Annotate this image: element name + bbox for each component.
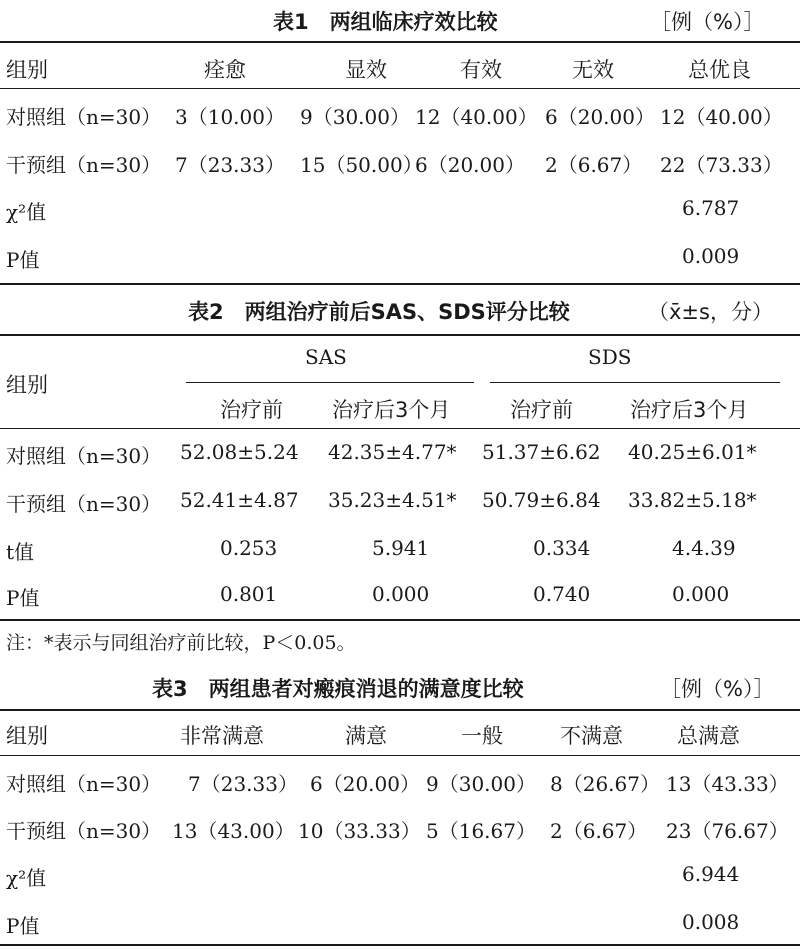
table-2-row-2-c3: 50.79±6.84 [482, 488, 601, 512]
table-1-row-1-c1: 3（10.00） [175, 105, 285, 129]
table-2-sds-rule [490, 382, 780, 383]
table-1-row-1-c2: 9（30.00） [300, 105, 410, 129]
table-3-unit: ［例（%）］ [660, 677, 775, 701]
table-1-row-2-c4: 2（6.67） [545, 153, 643, 177]
table-3-p-value: 0.008 [682, 910, 740, 934]
table-2-unit: （x̄±s，分） [648, 300, 773, 324]
table-1-header-ineffective: 无效 [572, 58, 614, 82]
table-3-row-1-group: 对照组（n=30） [6, 772, 162, 796]
table-3-header-rule [0, 755, 800, 756]
table-1-header-group: 组别 [6, 58, 48, 82]
table-1-bottom-rule [0, 283, 800, 285]
table-1-header-total: 总优良 [688, 58, 751, 82]
table-2-row-1-c2: 42.35±4.77* [328, 440, 457, 464]
table-2-p-value-2: 0.000 [372, 582, 430, 606]
table-2-t-value-2: 5.941 [372, 536, 430, 560]
table-3-title: 表3 两组患者对瘢痕消退的满意度比较 [152, 677, 524, 701]
table-2-row-2-c4: 33.82±5.18* [628, 488, 757, 512]
table-3-header-total: 总满意 [677, 724, 740, 748]
table-1-header-cured: 痊愈 [204, 58, 246, 82]
table-3-row-2-c3: 5（16.67） [426, 819, 536, 843]
table-3-header-unsatisfied: 不满意 [560, 724, 623, 748]
table-1-header-rule [0, 88, 800, 89]
table-2-t-value-3: 0.334 [533, 536, 591, 560]
table-1-row-2-c5: 22（73.33） [660, 153, 783, 177]
table-1-row-2-group: 干预组（n=30） [6, 153, 162, 177]
table-2-row-1-c4: 40.25±6.01* [628, 440, 757, 464]
table-3-row-2-c4: 2（6.67） [550, 819, 648, 843]
table-2-top-rule [0, 334, 800, 336]
table-1-header-effective: 有效 [460, 58, 502, 82]
table-1-p-label: P值 [6, 248, 40, 272]
table-2-row-1-c3: 51.37±6.62 [482, 440, 601, 464]
table-1-chi-label: χ²值 [6, 200, 47, 224]
table-1-row-1-c3: 12（40.00） [415, 105, 538, 129]
table-2-row-2-group: 干预组（n=30） [6, 492, 162, 516]
table-2-sub-header-1: 治疗前 [220, 398, 283, 422]
table-2-p-value-1: 0.801 [220, 582, 278, 606]
table-2-row-2-c1: 52.41±4.87 [180, 488, 299, 512]
table-2-header-sds: SDS [588, 345, 632, 369]
table-3-chi-label: χ²值 [6, 866, 47, 890]
table-2-row-2-c2: 35.23±4.51* [328, 488, 457, 512]
table-3-row-2-c1: 13（43.00） [172, 819, 295, 843]
table-3-bottom-rule [0, 944, 800, 946]
table-2-sub-header-3: 治疗前 [510, 398, 573, 422]
table-2-p-value-4: 0.000 [672, 582, 730, 606]
table-3-row-1-c3: 9（30.00） [426, 772, 536, 796]
table-2-p-label: P值 [6, 586, 40, 610]
table-2-bottom-rule [0, 619, 800, 621]
table-3-row-1-c2: 6（20.00） [310, 772, 420, 796]
table-2-t-value-4: 4.4.39 [672, 536, 736, 560]
table-1-p-value: 0.009 [682, 244, 740, 268]
table-3-row-2-c5: 23（76.67） [666, 819, 789, 843]
table-1-row-2-c2: 15（50.00） [300, 153, 423, 177]
table-1-row-2-c1: 7（23.33） [175, 153, 285, 177]
table-2-row-1-c1: 52.08±5.24 [180, 440, 299, 464]
table-2-sub-header-4: 治疗后3个月 [630, 398, 749, 422]
table-3-row-1-c5: 13（43.33） [666, 772, 789, 796]
table-2-sub-header-2: 治疗后3个月 [332, 398, 451, 422]
table-1-top-rule [0, 41, 800, 43]
table-1-title: 表1 两组临床疗效比较 [273, 10, 498, 34]
table-1-chi-value: 6.787 [682, 196, 740, 220]
table-3-chi-value: 6.944 [682, 862, 740, 886]
table-2-header-rule [0, 428, 800, 429]
table-1-row-1-group: 对照组（n=30） [6, 105, 162, 129]
table-3-header-satisfied: 满意 [345, 724, 387, 748]
table-3-header-average: 一般 [461, 724, 503, 748]
table-3-row-2-c2: 10（33.33） [298, 819, 421, 843]
table-1-row-1-c5: 12（40.00） [660, 105, 783, 129]
table-2-note: 注：*表示与同组治疗前比较，P＜0.05。 [6, 632, 356, 654]
table-3-row-1-c1: 7（23.33） [188, 772, 298, 796]
table-1-header-marked: 显效 [345, 58, 387, 82]
table-2-t-label: t值 [6, 540, 35, 564]
table-1-row-2-c3: 6（20.00） [415, 153, 525, 177]
table-1-unit: ［例（%）］ [650, 10, 765, 34]
table-1-row-1-c4: 6（20.00） [545, 105, 655, 129]
table-2-title: 表2 两组治疗前后SAS、SDS评分比较 [188, 300, 570, 324]
table-3-p-label: P值 [6, 914, 40, 938]
table-2-header-sas: SAS [305, 345, 347, 369]
table-2-sas-rule [186, 382, 474, 383]
table-2-row-1-group: 对照组（n=30） [6, 444, 162, 468]
table-3-row-2-group: 干预组（n=30） [6, 819, 162, 843]
table-3-row-1-c4: 8（26.67） [550, 772, 660, 796]
table-3-header-group: 组别 [6, 724, 48, 748]
table-3-header-very-satisfied: 非常满意 [180, 724, 264, 748]
table-3-top-rule [0, 709, 800, 711]
table-2-t-value-1: 0.253 [220, 536, 278, 560]
table-2-header-group: 组别 [6, 373, 48, 397]
table-2-p-value-3: 0.740 [533, 582, 591, 606]
